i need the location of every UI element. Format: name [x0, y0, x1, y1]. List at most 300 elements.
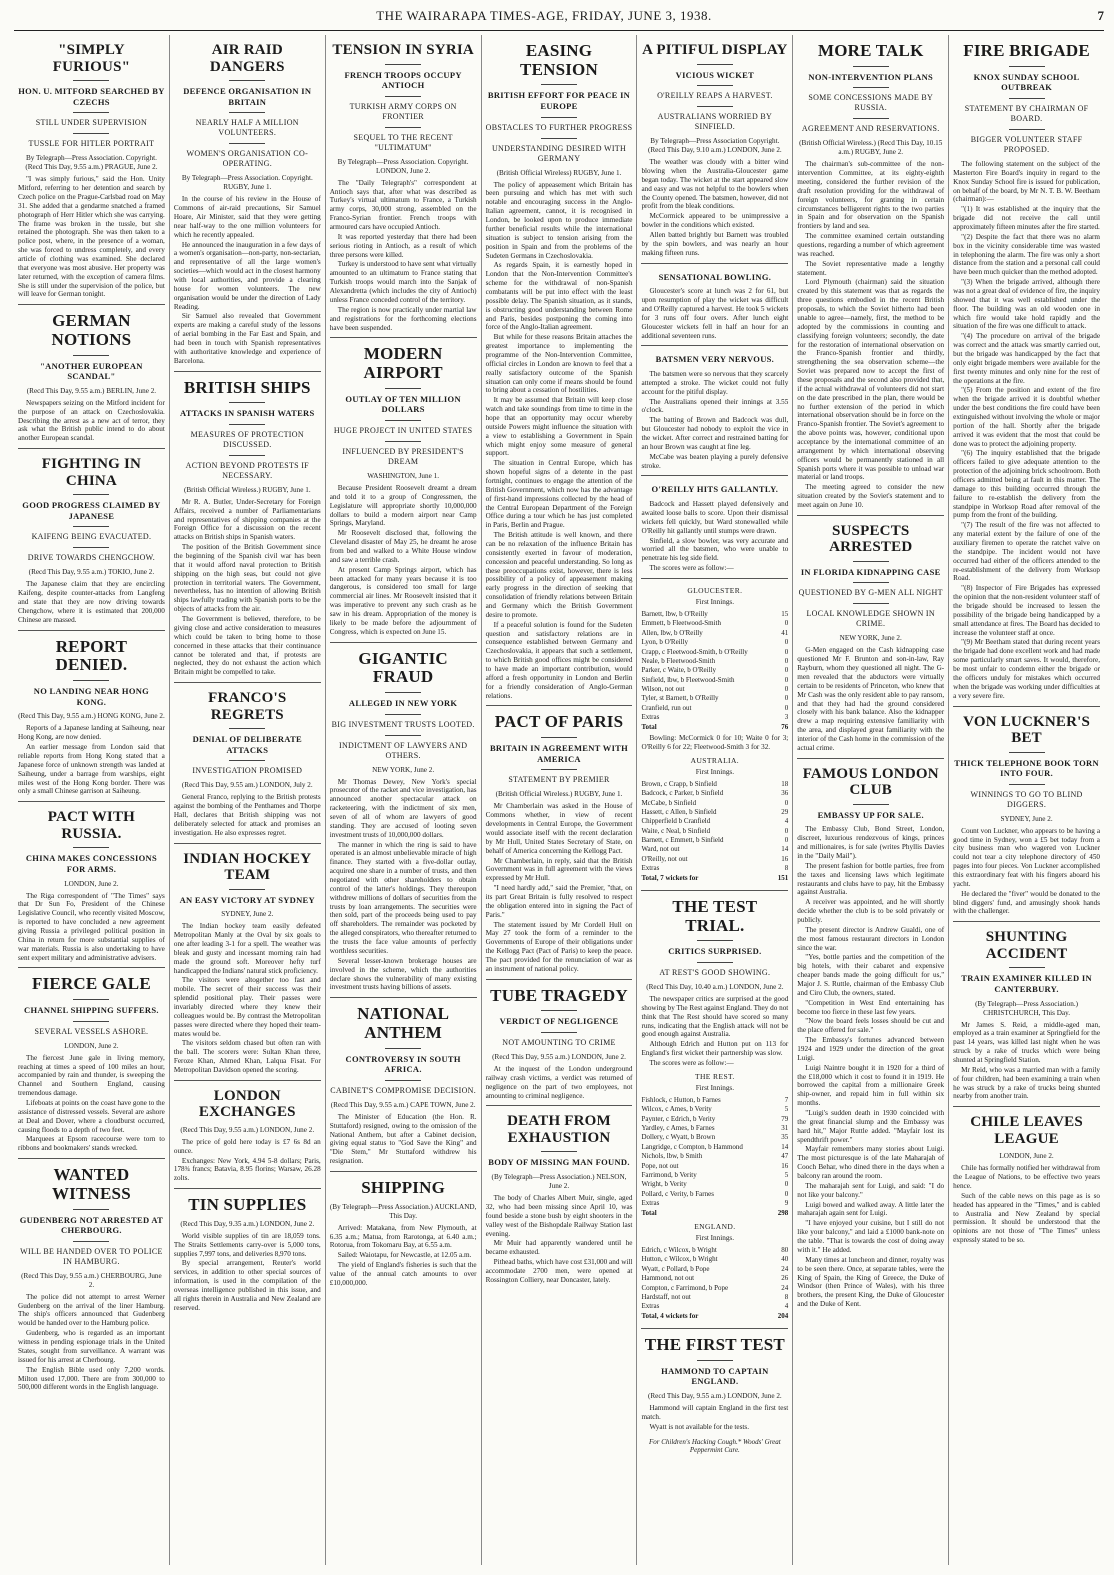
innings-label: First Innings.	[695, 597, 735, 606]
article-paragraph: Gudenberg, who is regarded as an important witness in pending espionage trials in the United States, sought from surveillance. A warrant was issued for his arrest at Cherbourg.	[18, 1329, 165, 1364]
article-paragraph: Luigi bowed and walked away. A little later the maharajah again sent for Luigi.	[797, 1200, 945, 1218]
batsman: Hardstaff, not out	[641, 1292, 691, 1301]
article-paragraph: "(7) The result of the fire was not affected to any material extent by the failure of one of the auxiliary firemen to operate the ratchet valve on the standpipe. The incident would not have occurred had either of the officers attended to the re-establishment of the delivery from Worksop Road.	[953, 521, 1101, 583]
divider	[385, 735, 421, 736]
batsman: Crapp, c Fleetwood-Smith, b O'Reilly	[641, 647, 748, 656]
divider	[73, 494, 109, 495]
article-headline: BRITISH SHIPS	[183, 377, 311, 397]
masthead	[14, 8, 1104, 31]
scorecard-row	[641, 827, 788, 836]
article-paragraph: The policy of appeasement which Britain has been pursuing and which has met with such notable and encouraging success in the Anglo-Italian agreement, cannot, it is recognised in London, be looked upon to produce immediate further beneficial results while the international situation is subject to tension arising from the position in Spain and from the problems of the Sudeten Germans in Czechoslovakia.	[485, 180, 633, 260]
divider	[73, 1021, 109, 1022]
divider	[853, 561, 889, 562]
article-paragraph: The police did not attempt to arrest Werner Gudenberg on the arrival of the liner Hamburg. The ship's officers announced that Gudenberg would be handed over to the Hamburg police.	[18, 1292, 165, 1328]
batsman: O'Reilly, not out	[641, 854, 688, 863]
column-1	[14, 35, 170, 1565]
article-paragraph: "(6) The inquiry established that the brigade officers failed to give adequate attention to the protection of the adjoining brick schoolroom. Both officers admitted being at fault in this matter. The damage to this building occurred through the failure to re-establish the delivery from the standpipe in Worksop Road after removal of the pump from the front of the building.	[953, 449, 1101, 520]
runs: 3	[784, 713, 789, 722]
total-label: Total, 7 wickets for	[641, 873, 699, 882]
batsman: Edrich, c Wilcox, b Wright	[641, 1245, 717, 1254]
article-paragraph: Mr Roosevelt disclosed that, following the Cleveland disaster of May 25, he dreamt he arose from bed and walked to a White House window and saw a terrible crash.	[329, 529, 477, 564]
article-subheading: BIGGER VOLUNTEER STAFF PROPOSED.	[970, 134, 1083, 154]
article-paragraph: "Luigi's sudden death in 1930 coincided with the great financial slump and the Embassy was hard hit," Major Ruttle added. "Mayfair lost its spendthrift power."	[797, 1109, 945, 1144]
article-paragraph: Such of the cable news on this page as is so headed has appeared in the "Times," and is cabled to Australia and New Zealand by special permission. It should be understood that the opinions are not those of "The Times" unless expressly stated to be so.	[953, 1191, 1101, 1245]
article-paragraph: World visible supplies of tin are 18,059 tons. The Straits Settlements carry-over is 5,000 tons, supplies 7,997 tons, and deliveries 8,970 tons.	[173, 1231, 321, 1258]
article-paragraph: The body of Charles Albert Muir, single, aged 32, who had been missing since April 10, was found beside a stone bush by eight shooters in the valley west of the Bishopdale Railway Station last evening.	[485, 1194, 633, 1238]
article-paragraph: A receiver was appointed, and he will shortly decide whether the club is to be sold privately or publicly.	[797, 898, 945, 924]
article-subheading: ATTACKS IN SPANISH WATERS	[180, 408, 315, 419]
divider	[541, 1032, 577, 1033]
scorecard-row	[641, 817, 788, 826]
article-dateline: (British Official Wireless) RUGBY, June 1.	[496, 168, 622, 177]
article-paragraph: Because President Roosevelt dreamt a dream and told it to a group of Congressmen, the Legislature will appropriate shortly 10,000,000 dollars to build a modern airport near Camp Springs, Maryland.	[329, 483, 477, 528]
article-paragraph: The manner in which the ring is said to have operated is an almost unbelievable miracle of high finance. They started with a five-dollar outlay, acquired one share in a number of trusts, and then negotiated with other shareholders to obtain control of the latter's holdings. They thereupon withdrew millions of dollars of securities from the trusts by loan arrangements. The securities were then sold, part of the proceeds being used to pay off shareholders. The remainder was pocketed by the alleged conspirators, who thereafter returned to the trusts the face value amounts of perfectly worthless securities.	[329, 840, 477, 955]
divider	[541, 138, 577, 139]
article-paragraph: Wyatt is not available for the tests.	[649, 1422, 750, 1431]
total-label: Total, 4 wickets for	[641, 1311, 699, 1320]
article-subheading: THICK TELEPHONE BOOK TORN INTO FOUR.	[954, 757, 1099, 779]
article-subheading: OBSTACLES TO FURTHER PROGRESS	[485, 122, 633, 132]
total-runs: 204	[777, 1311, 789, 1320]
article-subheading: NEARLY HALF A MILLION VOLUNTEERS.	[195, 118, 299, 138]
divider	[73, 847, 109, 848]
article-paragraph: Many times at luncheon and dinner, royalty was to be seen there. Once, at separate tables, were the King of Spain, the King of Greece, the Duke of Windsor (then Prince of Wales), with his three brothers, the present King, the Duke of Gloucester and the Duke of Kent.	[797, 1255, 945, 1309]
scorecard-row	[641, 648, 788, 657]
article-paragraph: The Riga correspondent of "The Times" says that Dr Sun Fo, President of the Chinese Legislative Council, who recently visited Moscow, is reported to have concluded a new agreement giving Russia a privileged political position in China in return for more substantial supplies of war materials. Russia is also undertaking to have sent expert military and administrative advisers.	[18, 891, 165, 962]
article-subheading: VERDICT OF NEGLIGENCE	[499, 1016, 619, 1027]
article-dateline: (British Official Wireless.) RUGBY, June 1.	[183, 485, 311, 494]
scorecard-row	[641, 1133, 788, 1142]
article	[174, 1081, 321, 1189]
article-paragraph: An earlier message from London said that reliable reports from Hong Kong stated that a Japanese force of unknown strength was landed at Saiheung, under a barrage from warships, eight miles west of the Hong Kong border. There was only a small Chinese garrison at Saiheung.	[18, 743, 165, 796]
article-subheading: HUGE PROJECT IN UNITED STATES	[333, 425, 473, 435]
article-subheading: TUSSLE FOR HITLER PORTRAIT	[28, 139, 155, 149]
article-subheading: DRIVE TOWARDS CHENGCHOW.	[27, 553, 156, 563]
scorecard-row	[641, 610, 788, 619]
article-headline: TUBE TRAGEDY	[490, 985, 628, 1005]
article-paragraph: The price of gold here today is £7 6s 8d an ounce.	[173, 1137, 321, 1155]
team-name: AUSTRALIA.	[690, 755, 740, 765]
divider	[73, 526, 109, 527]
article-subheading: CHINA MAKES CONCESSIONS FOR ARMS.	[25, 853, 157, 874]
article-paragraph: The situation in Central Europe, which has shown hopeful signs of a detente in the past fortnight, continues to engage the attention of the British Government, which now has the advantage of first-hand impressions collected by the head of the Central European Department of the Foreign Office during a tour which he has just completed in Paris, Berlin and Prague.	[485, 459, 633, 530]
scorecard-row	[641, 676, 788, 685]
divider	[385, 388, 421, 389]
divider	[229, 143, 265, 144]
article-subheading: DENIAL OF DELIBERATE ATTACKS	[192, 734, 303, 755]
article-headline: EASING TENSION	[520, 41, 598, 79]
article	[641, 891, 788, 1329]
article-subheading: "ANOTHER EUROPEAN SCANDAL"	[40, 360, 143, 382]
column-6	[793, 35, 949, 1565]
article-headline: SUSPECTS ARRESTED	[829, 522, 913, 556]
runs: 80	[781, 1245, 789, 1254]
article-paragraph: "Competition in West End entertaining has become too fierce in these last few years.	[797, 998, 945, 1016]
article-subheading: NO LANDING NEAR HONG KONG.	[33, 686, 150, 707]
runs: 16	[781, 1161, 789, 1170]
article-headline: CHILE LEAVES LEAGUE	[970, 1114, 1083, 1147]
divider	[697, 64, 733, 65]
article-headline: THE FIRST TEST	[644, 1335, 785, 1355]
divider	[73, 1241, 109, 1242]
article	[330, 35, 477, 338]
article-subheading: OUTLAY OF TEN MILLION DOLLARS	[345, 393, 461, 415]
article	[330, 643, 477, 999]
article-paragraph: Chile has formally notified her withdrawal from the League of Nations, to be effective two years hence.	[953, 1164, 1101, 1191]
article-dateline: WASHINGTON, June 1.	[367, 471, 440, 480]
runs: 9	[784, 1199, 789, 1208]
article-paragraph: The present director is Andrew Gualdi, one of the most famous restaurant directors in London since the war.	[797, 925, 945, 952]
article-paragraph: The statement issued by Mr Cordell Hull on May 27 took the form of a reminder to the Governments of Europe of their obligations under the Kellogg Pact (Pact of Paris) to keep the peace. The pact provided for the renunciation of war as an instrument of national policy.	[485, 920, 633, 973]
runs: 14	[781, 845, 789, 854]
article-headline: A PITIFUL DISPLAY	[642, 42, 788, 58]
runs: 18	[781, 779, 789, 788]
article-headline: NATIONAL ANTHEM	[357, 1004, 450, 1042]
article-dateline: (By Telegraph—Press Association.) AUCKLAND, This Day.	[329, 1202, 477, 1220]
divider	[853, 87, 889, 88]
runs: 0	[784, 647, 789, 656]
article-headline: MORE TALK	[817, 41, 924, 60]
article	[18, 35, 165, 305]
article-subheading: ACTION BEYOND PROTESTS IF NECESSARY.	[185, 460, 309, 480]
article-paragraph: The Indian hockey team easily defeated Metropolitan Manly at the Oval by six goals to one after leading 3-1 for a spell. The weather was bleak and gusty and incessant morning rain had made the ground soft. Moreover hefty turf handicapped the Indians' natural stick proficiency.	[173, 922, 321, 975]
article-dateline: (Recd This Day, 9.55 a.m.) HONG KONG, June 2.	[18, 712, 165, 721]
divider	[229, 889, 265, 890]
divider	[853, 603, 889, 604]
article	[330, 998, 477, 1172]
divider	[73, 1209, 109, 1210]
batsman: Wilcox, c Ames, b Verity	[641, 1105, 712, 1114]
divider	[73, 133, 109, 134]
scorecard-row	[641, 1274, 788, 1283]
article-subheading: BATSMEN VERY NERVOUS.	[655, 354, 775, 365]
batsman: Wyatt, c Pollard, b Pope	[641, 1264, 710, 1273]
article-subheading: GUDENBERG NOT ARRESTED AT CHERBOURG.	[19, 1214, 164, 1236]
article-paragraph: The present fashion for bottle parties, free from the taxes and licensing laws which legitimate restaurants and clubs have to pay, hit the Embassy against Australia.	[797, 861, 945, 897]
article	[18, 449, 165, 631]
article-subheading: GOOD PROGRESS CLAIMED BY JAPANESE	[22, 500, 161, 521]
batsman: Neale, b Fleetwood-Smith	[641, 656, 716, 665]
scorecard-row	[641, 780, 788, 789]
runs: 0	[784, 656, 789, 665]
article-dateline: (By Telegraph—Press Association.) NELSON, June 2.	[491, 1173, 627, 1191]
scorecard-row	[641, 1143, 788, 1152]
article-subheading: CRITICS SURPRISED.	[668, 946, 762, 957]
scorecard-row	[641, 1302, 788, 1311]
scorecard-row	[641, 799, 788, 808]
article-paragraph: But while for these reasons Britain attaches the greatest importance to implementing the programme of the Non-Intervention Committee, official circles in London are known to feel that a really satisfactory outcome of the Spanish situation can only come if means should be found to bring about a cessation of hostilities.	[485, 333, 633, 395]
article-dateline: (Recd This Day, 9.55 a.m.) CHERBOURG, June 2.	[21, 1271, 162, 1289]
article-paragraph: The newspaper critics are surprised at the good showing by The Rest against England. They do not think that The Rest should have scored so many runs, indicating that the English attack will not be good enough against Australia.	[641, 995, 789, 1039]
scorecard-row	[641, 1190, 788, 1199]
article-subheading: SOME CONCESSIONS MADE BY RUSSIA.	[808, 93, 934, 113]
batsman: Paynter, c Edrich, b Verity	[641, 1114, 716, 1123]
article-subheading: O'REILLY HITS GALLANTLY.	[651, 484, 779, 495]
total-runs: 298	[777, 1208, 789, 1217]
article-dateline: (Recd This Day, 9.35 a.m.) LONDON, June 2.	[180, 1219, 315, 1228]
team-name: GLOUCESTER.	[687, 585, 743, 595]
article	[174, 683, 321, 844]
article-paragraph: At the inquest of the London underground railway crash victims, a verdict was returned of negligence on the part of two employees, not amounting to criminal negligence.	[485, 1065, 633, 1100]
article-paragraph: Mr Thomas Dewey, New York's special prosecutor of the racket and vice investigation, has announced another spectacular attack on racketeering, with the indictment of six men, seven of all of whom are lawyers of good standing. They are accused of looting seven investment trusts of 10,000,000 dollars.	[329, 777, 477, 839]
article-paragraph: Sir Samuel also revealed that Government experts are making a careful study of the lessons of aerial bombing in the Far East and Spain, and had been in touch with Spanish representatives with authoritative knowledge and experience of Barcelona.	[173, 312, 321, 365]
article-subheading: WILL BE HANDED OVER TO POLICE IN HAMBURG.	[20, 1246, 163, 1266]
article-subheading: SENSATIONAL BOWLING.	[658, 271, 772, 282]
divider	[541, 117, 577, 118]
scorecard-row	[641, 845, 788, 854]
article-paragraph: "I have enjoyed your cuisine, but I still do not like your balcony," and laid a £1000 bank-note on the table. "That is towards the cost of doing away with it." He added.	[797, 1219, 945, 1254]
scorecard-row	[641, 1199, 788, 1208]
article-paragraph: The scores were as follow:—	[649, 1059, 734, 1068]
scorecard-row	[641, 619, 788, 628]
article-subheading: BRITISH EFFORT FOR PEACE IN EUROPE	[487, 90, 631, 111]
divider	[541, 769, 577, 770]
batsman: Hutton, c Wilcox, b Wright	[641, 1255, 718, 1264]
article-dateline: LONDON, June 2.	[64, 1041, 119, 1050]
article-headline: DEATH FROM EXHAUSTION	[507, 1113, 611, 1146]
divider	[853, 804, 889, 805]
runs: 79	[781, 1114, 789, 1123]
article-paragraph: He declared the "fiver" would be donated to the blind diggers' fund, and amusingly shook hands with the challenger.	[953, 889, 1101, 916]
article-subheading: QUESTIONED BY G-MEN ALL NIGHT	[798, 588, 943, 598]
batsman: Waite, c Neal, b Sinfield	[641, 826, 711, 835]
article-paragraph: The maharajah sent for Luigi, and said: "I do not like your balcony."	[797, 1181, 945, 1199]
article-dateline: (Recd This Day, 9.55 am.) LONDON, July 2.	[181, 781, 313, 790]
article-dateline: (British Official Wireless.) RUGBY, June 1.	[495, 790, 623, 799]
page-number: 7	[1097, 8, 1104, 23]
article-headline: FIERCE GALE	[32, 974, 151, 994]
article-dateline: (Recd This Day, 9.55 a.m.) TOKIO, June 2.	[28, 568, 155, 577]
divider	[229, 112, 265, 113]
runs: 15	[781, 609, 789, 618]
article-subheading: STATEMENT BY PREMIER	[508, 775, 610, 785]
batsman: Extras	[641, 1302, 660, 1311]
scorecard-row	[641, 666, 788, 675]
runs: 35	[781, 1133, 789, 1142]
article	[641, 1329, 788, 1459]
article-dateline: (Recd This Day, 9.55 a.m.) BERLIN, June 2.	[26, 386, 157, 395]
article-headline: INDIAN HOCKEY TEAM	[183, 850, 312, 884]
scorecard-row	[641, 713, 788, 722]
scorecard-row	[641, 704, 788, 713]
runs: 5	[784, 1105, 789, 1114]
batsman: Langridge, c Compton, b Hammond	[641, 1142, 743, 1151]
article	[953, 35, 1100, 707]
article-paragraph: Arrived: Matakana, from New Plymouth, at 6.35 a.m.; Matua, from Rarotonga, at 6.40 a.m.; Rotorua, from Tokomaru Bay, at 6.55 a.m.	[329, 1223, 477, 1250]
article-subheading: KNOX SUNDAY SCHOOL OUTBREAK	[973, 71, 1080, 93]
runs: 26	[781, 1274, 789, 1283]
runs: 0	[784, 703, 789, 712]
article-paragraph: The weather was cloudy with a bitter wind blowing when the Australia-Gloucester game began today. The wicket at the start appeared slow and easy and was not helpful to the bowlers when the County opened. The batsmen, however, did not profit from the bleak conditions.	[641, 158, 789, 211]
masthead-title: THE WAIRARAPA TIMES-AGE, FRIDAY, JUNE 3, 1938.	[376, 8, 712, 23]
article-headline: FRANCO'S REGRETS	[208, 690, 287, 723]
article-paragraph: Although Edrich and Hutton put on 113 for England's first wicket their partnership was slow.	[641, 1040, 789, 1058]
article-paragraph: Mr Chamberlain was asked in the House of Commons whether, in view of recent developments in Central Europe, the Government would associate itself with the recent declaration by Mr Hull, United States Secretary of State, on behalf of America concerning the Kellogg Pact.	[485, 802, 633, 855]
article	[174, 844, 321, 1081]
advertisement-line: For Children's Hacking Cough.* Woods' Great Peppermint Cure.	[649, 1437, 781, 1454]
runs: 31	[781, 1124, 789, 1133]
divider	[229, 80, 265, 81]
scorecard-row	[641, 638, 788, 647]
divider	[853, 66, 889, 67]
total-label: Total	[641, 1208, 657, 1217]
article-subheading: IN FLORIDA KIDNAPPING CASE	[800, 566, 941, 577]
runs: 47	[781, 1152, 789, 1161]
scorecard-row	[641, 694, 788, 703]
batsman: McCabe, b Sinfield	[641, 798, 697, 807]
article-paragraph: It was reported yesterday that there had been serious rioting in Antioch, as a result of which three persons were killed.	[329, 232, 477, 259]
article-headline: SHUNTING ACCIDENT	[985, 929, 1068, 962]
article	[18, 1159, 165, 1397]
divider	[73, 112, 109, 113]
article	[953, 707, 1100, 923]
bowling-figures: Bowling: McCormick 0 for 10; Waite 0 for 3; O'Reilly 6 for 22; Fleetwood-Smith 3 for 32.	[641, 734, 789, 751]
article-dateline: (By Telegraph—Press Association.) CHRISTCHURCH, This Day.	[975, 999, 1079, 1017]
article-paragraph: Mr James S. Reid, a middle-aged man, employed as a train examiner at Springfield for the past 14 years, was killed last night when he was struck by a rake of trucks which were being shunted at Springfield Station.	[953, 1020, 1101, 1065]
runs: 0	[784, 666, 789, 675]
divider	[1009, 967, 1045, 968]
article-paragraph: As regards Spain, it is earnestly hoped in London that the Non-Intervention Committee's scheme for the withdrawal of non-Spanish combatants will be put into effect with the least possible delay. The Spanish situation, as it stands, is obstructing good understanding between Rome and Paris, besides postponing the coming into force of the Anglo-Italian agreement.	[485, 261, 633, 332]
article	[641, 476, 788, 579]
article-headline: VON LUCKNER'S BET	[963, 713, 1091, 746]
article-subheading: STILL UNDER SUPERVISION	[35, 118, 148, 128]
batsman: Extras	[641, 864, 660, 873]
scorecard	[641, 1096, 788, 1218]
article-dateline: LONDON, June 2.	[999, 1152, 1054, 1161]
article-paragraph: The English Bible used only 7,200 words. Milton used 17,000. There are from 300,000 to 500,000 different words in the English language.	[18, 1365, 165, 1392]
divider	[697, 1360, 733, 1361]
scorecard-row	[641, 1265, 788, 1274]
cricket-scores	[641, 579, 788, 891]
divider	[385, 96, 421, 97]
article-dateline: (Recd This Day, 10.40 a.m.) LONDON, June 2.	[646, 983, 784, 992]
batsman: Fishlock, c Hutton, b Farnes	[641, 1095, 721, 1104]
article-paragraph: The chairman's sub-committee of the non-intervention Committee, at its eighty-eighth meeting, considered the further revision of the draft resolution providing for the withdrawal of foreign volunteers, for granting in certain circumstances belligerent rights to the two parties in Spain and for observation on the Spanish frontiers by land and sea.	[797, 160, 945, 231]
scorecard-row	[641, 1171, 788, 1180]
article-subheading: NON-INTERVENTION PLANS	[808, 71, 934, 82]
article-paragraph: Pithead baths, which have cost £31,000 and will accommodate 2700 men, were opened at Rossington Colliery, near Doncaster, lately.	[485, 1258, 633, 1284]
article	[486, 35, 633, 706]
divider	[73, 680, 109, 681]
article-headline: MODERN AIRPORT	[363, 344, 443, 383]
batsman: Compton, c Farrimond, b Pope	[641, 1283, 729, 1292]
article-subheading: AN EASY VICTORY AT SYDNEY	[179, 894, 315, 905]
article-subheading: CHANNEL SHIPPING SUFFERS.	[24, 1005, 159, 1016]
runs: 4	[784, 817, 789, 826]
article	[641, 35, 788, 264]
innings-label: First Innings.	[695, 1083, 735, 1092]
article-paragraph: The batting of Brown and Badcock was dull, but Gloucester had nobody to exploit the vice in the wicket. After correct and restrained batting for an hour Brown was caught at fine leg.	[641, 416, 789, 451]
divider	[229, 424, 265, 425]
article-paragraph: "Now the board feels losses should be cut and the place offered for sale."	[797, 1017, 945, 1035]
article	[174, 372, 321, 684]
divider	[73, 547, 109, 548]
batsman: Cranfield, run out	[641, 703, 692, 712]
article-dateline: (Recd This Day, 9.55 a.m.) LONDON, June 2.	[180, 1125, 315, 1134]
article-dateline: (British Official Wireless.) (Recd This Day, 10.15 a.m.) RUGBY, June 2.	[799, 139, 943, 157]
runs: 4	[784, 1302, 789, 1311]
article-dateline: By Telegraph—Press Association. Copyright. (Recd This Day, 9.55 a.m.) PRAGUE, June 2.	[25, 154, 158, 172]
article-subheading: CONTROVERSY IN SOUTH AFRICA.	[345, 1053, 461, 1075]
article-headline: FIGHTING IN CHINA	[41, 456, 142, 489]
total-runs: 76	[781, 722, 789, 731]
article-paragraph: It may be assumed that Britain will keep close watch and take soundings from time to time in the hope that an opportunity may occur whereby outside Powers might influence the situation with a view to establishing a Government in Spain which might enjoy some measure of general support.	[485, 396, 633, 458]
article-paragraph: In the course of his review in the House of Commons of air-raid precautions, Sir Samuel Hoare, Air Minister, said that they were getting near half-way to the one million volunteers for which he recently appealed.	[173, 195, 321, 239]
divider	[385, 420, 421, 421]
article-headline: TENSION IN SYRIA	[332, 42, 474, 58]
scorecard-row	[641, 1105, 788, 1114]
article-paragraph: The Embassy Club, Bond Street, London, discreet, luxurious rendezvous of kings, princes and millionaires, is for sale (writes Phyllis Davies in the "Daily Mail").	[797, 825, 945, 860]
article-paragraph: "Yes, bottle parties and the competition of the big hotels, with their cabaret and expensive cheaper bands made the going difficult for us," Major J. S. Ruttle, chairman of the Embassy Club and Ciro Club, the owners, stated.	[797, 953, 945, 997]
article-dateline: SYDNEY, June 2.	[1000, 814, 1053, 823]
article-paragraph: At present Camp Springs airport, which has been attacked for many years because it is too dangerous, is considered too small for large commercial air lines. Mr Roosevelt insisted that it was imperative to prevent any such crash as he saw in his dream. Appropriation of the money is likely to be made before the adjournment of Congress, which is expected on June 15.	[329, 565, 477, 636]
scorecard-row	[641, 1124, 788, 1133]
column-5	[637, 35, 793, 1565]
divider	[1009, 129, 1045, 130]
batsman: Nichols, lbw, b Smith	[641, 1152, 703, 1161]
scorecard-row	[641, 657, 788, 666]
divider	[697, 85, 733, 86]
divider	[697, 962, 733, 963]
innings-label: First Innings.	[695, 1233, 735, 1242]
article-paragraph: Mr Muir had apparently wandered until he became exhausted.	[485, 1239, 633, 1257]
article-headline: WANTED WITNESS	[51, 1165, 131, 1203]
article-headline: REPORT DENIED.	[55, 636, 128, 675]
runs: 7	[784, 1095, 789, 1104]
column-4	[482, 35, 638, 1565]
article	[797, 516, 944, 759]
divider	[1009, 98, 1045, 99]
batsman: Hammond, not out	[641, 1274, 695, 1283]
batsman: Brown, c Crapp, b Sinfield	[641, 779, 717, 788]
article-paragraph: The committee examined certain outstanding questions, regarding a number of which agreement was reached.	[797, 232, 945, 258]
scorecard-row	[641, 1180, 788, 1189]
runs: 0	[784, 1180, 789, 1189]
divider	[229, 402, 265, 403]
article-paragraph: "(3) When the brigade arrived, although there was not a great deal of evidence of fire, the inquiry showed that it was well established under the floor. The building was an old wooden one in which fire would take hold rapidly and the situation of the fire was one difficult to attack.	[953, 278, 1101, 331]
article	[953, 1107, 1100, 1250]
article-paragraph: Badcock and Hassett played defensively and awaited loose balls to score. Upon their dismissal wickets fell quickly, but Ward stonewalled while O'Reilly hit gallantly until stumps were drawn.	[641, 500, 789, 535]
divider	[73, 999, 109, 1000]
article-paragraph: Several lesser-known brokerage houses are involved in the scheme, which the authorities declare shows the vulnerability of many existing investment trusts having billions of assets.	[329, 956, 477, 992]
runs: 36	[781, 789, 789, 798]
batsman: Ward, not out	[641, 845, 680, 854]
article-paragraph: Exchanges: New York, 4.94 5-8 dollars; Paris, 178¾ francs; Batavia, 8.95 florins; Warsaw, 26.28 zolts.	[173, 1156, 321, 1183]
article-dateline: By Telegraph—Press Association Copyright. (Recd This Day, 9.10 a.m.) LONDON, June 2.	[647, 137, 782, 155]
article-paragraph: The Minister of Education (the Hon. R. Stuttaford) resigned, owing to the omission of the National Anthem, but after a Cabinet decision, giving equal status to "God Save the King" and "Die Stem," Mr Stuttaford withdrew his resignation.	[329, 1112, 477, 1166]
innings-label: First Innings.	[695, 767, 735, 776]
scorecard-row	[641, 836, 788, 845]
article-paragraph: The visitors were altogether too fast and mobile. The secret of their success was their splendid positional play. Their passes were invariably directed where they knew their colleagues would be. By contrast the Metropolitan passes were directed where they hoped their team-mates would be.	[173, 976, 321, 1038]
article-paragraph: Mr R. A. Butler, Under-Secretary for Foreign Affairs, received a number of Parliamentarians and representatives of shipping companies at the Foreign Office for a discussion on the recent attacks on British ships in Spanish waters.	[173, 497, 321, 542]
article	[18, 305, 165, 449]
article-dateline: NEW YORK, June 2.	[372, 765, 435, 774]
divider	[229, 455, 265, 456]
article-headline: GERMAN NOTIONS	[51, 311, 132, 349]
article-subheading: SEVERAL VESSELS ASHORE.	[34, 1026, 149, 1036]
divider	[73, 355, 109, 356]
batsman: Allen, lbw, b O'Reilly	[641, 628, 703, 637]
article-paragraph: General Franco, replying to the British protests against the bombing of the Penthames and Thorpe Hall, declares that British shipping was not deliberately selected for attack and promises an investigation. He also expresses regret.	[173, 793, 321, 837]
article-paragraph: The "Daily Telegraph's" correspondent at Antioch says that, after what was described as Turkey's virtual ultimatum to France, a Turkish army corps, 30,000 strong, assembled on the Franco-Syrian frontier. French troops with armoured cars have occupied Antioch.	[329, 178, 477, 232]
article-subheading: BIG INVESTMENT TRUSTS LOOTED.	[331, 719, 475, 729]
runs: 0	[784, 685, 789, 694]
article-dateline: By Telegraph—Press Association. Copyright. RUGBY, June 1.	[181, 174, 313, 192]
divider	[541, 1010, 577, 1011]
article-paragraph: Newspapers seizing on the Mitford incident for the purpose of an attack on Czechoslovakia. Describing the arrest as a new act of terror, they ask what the British public intend to do about another European scandal.	[18, 398, 165, 443]
article-headline: "SIMPLY FURIOUS"	[52, 42, 131, 75]
article-headline: GIGANTIC FRAUD	[358, 648, 448, 687]
